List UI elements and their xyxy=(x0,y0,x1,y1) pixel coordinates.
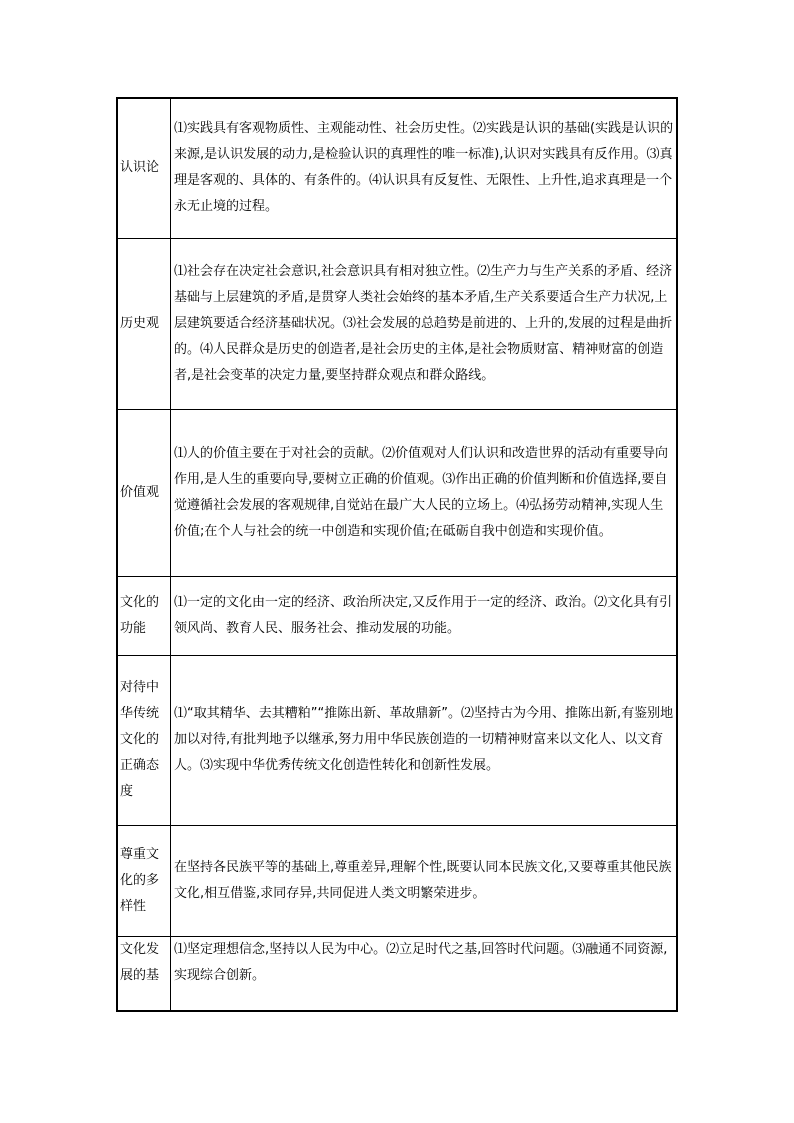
row-content: ⑴实践具有客观物质性、主观能动性、社会历史性。⑵实践是认识的基础(实践是认识的来源,是认识发展的动力,是检验认识的真理性的唯一标准),认识对实践具有反作用。⑶真理是客观的、具体的、有条件的。⑷认识具有反复性、无限性、上升性,追求真理是一个永无止境的过程。 xyxy=(171,98,678,238)
row-label: 文化的功能 xyxy=(117,576,171,655)
row-label: 价值观 xyxy=(117,409,171,576)
row-label: 文化发展的基 xyxy=(117,936,171,1011)
row-label: 认识论 xyxy=(117,98,171,238)
table-row xyxy=(117,576,677,655)
table-row xyxy=(117,655,677,825)
row-content: ⑴坚定理想信念,坚持以人民为中心。⑵立足时代之基,回答时代问题。⑶融通不同资源,实现综合创新。 xyxy=(171,936,678,1011)
table-row xyxy=(117,238,677,409)
row-label: 尊重文化的多样性 xyxy=(117,825,171,936)
row-content: ⑴人的价值主要在于对社会的贡献。⑵价值观对人们认识和改造世界的活动有重要导向作用,是人生的重要向导,要树立正确的价值观。⑶作出正确的价值判断和价值选择,要自觉遵循社会发展的客观规律,自觉站在最广大人民的立场上。⑷弘扬劳动精神,实现人生价值;在个人与社会的统一中创造和实现价值;在砥砺自我中创造和实现价值。 xyxy=(171,409,678,576)
row-label: 对待中华传统文化的正确态度 xyxy=(117,655,171,825)
row-label: 历史观 xyxy=(117,238,171,409)
knowledge-table xyxy=(116,97,678,1012)
table-row xyxy=(117,409,677,576)
table-row xyxy=(117,98,677,238)
row-content: 在坚持各民族平等的基础上,尊重差异,理解个性,既要认同本民族文化,又要尊重其他民族文化,相互借鉴,求同存异,共同促进人类文明繁荣进步。 xyxy=(171,825,678,936)
row-content: ⑴一定的文化由一定的经济、政治所决定,又反作用于一定的经济、政治。⑵文化具有引领风尚、教育人民、服务社会、推动发展的功能。 xyxy=(171,576,678,655)
row-content: ⑴社会存在决定社会意识,社会意识具有相对独立性。⑵生产力与生产关系的矛盾、经济基础与上层建筑的矛盾,是贯穿人类社会始终的基本矛盾,生产关系要适合生产力状况,上层建筑要适合经济基础状况。⑶社会发展的总趋势是前进的、上升的,发展的过程是曲折的。⑷人民群众是历史的创造者,是社会历史的主体,是社会物质财富、精神财富的创造者,是社会变革的决定力量,要坚持群众观点和群众路线。 xyxy=(171,238,678,409)
table-row xyxy=(117,825,677,936)
row-content: ⑴“取其精华、去其糟粕”“推陈出新、革故鼎新”。⑵坚持古为今用、推陈出新,有鉴别地加以对待,有批判地予以继承,努力用中华民族创造的一切精神财富来以文化人、以文育人。⑶实现中华优秀传统文化创造性转化和创新性发展。 xyxy=(171,655,678,825)
table-row xyxy=(117,936,677,1011)
